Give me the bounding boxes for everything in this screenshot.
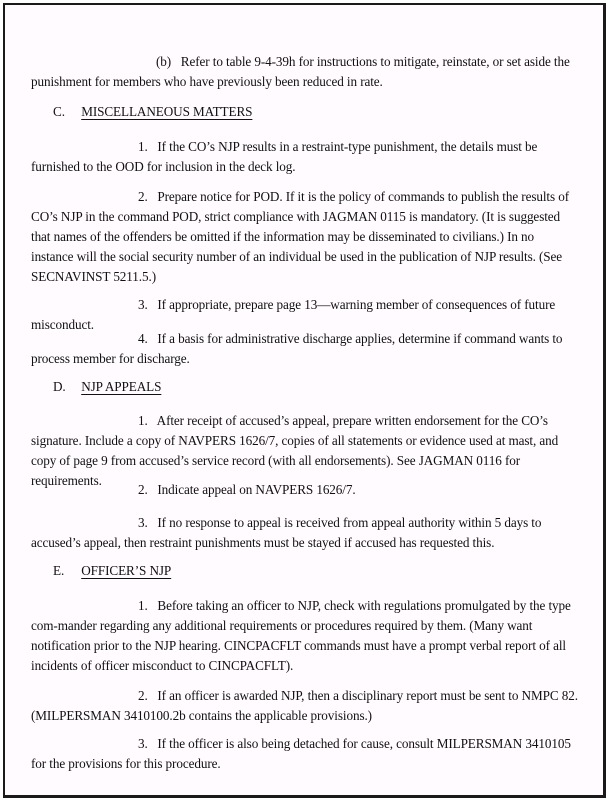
paragraph-c3: 3. If appropriate, prepare page 13—warning member of consequences of future misconduct. [31, 297, 556, 332]
section-heading-c [53, 102, 252, 122]
paragraph-b-reduced-in-rate: (b) Refer to table 9-4-39h for instructions to mitigate, reinstate, or set aside the punishment for members who have previously been reduced in rate. [31, 54, 570, 89]
section-label: E. [53, 563, 65, 578]
paragraph-d2: 2. Indicate appeal on NAVPERS 1626/7. [138, 482, 356, 497]
section-label: C. [53, 104, 65, 119]
paragraph-c1: 1. If the CO’s NJP results in a restraint-type punishment, the details must be furnished to the OOD for inclusion in the deck log. [31, 139, 538, 174]
section-label: D. [53, 379, 66, 394]
section-title: NJP APPEALS [81, 379, 162, 394]
paragraph-e3: 3. If the officer is also being detached for cause, consult MILPERSMAN 3410105 for the provisions for this procedure. [31, 736, 571, 771]
paragraph-e2: 2. If an officer is awarded NJP, then a disciplinary report must be sent to NMPC 82. (MILPERSMAN 3410100.2b contains the applicable provisions.) [31, 688, 578, 723]
paragraph-d3: 3. If no response to appeal is received from appeal authority within 5 days to accused’s appeal, then restraint punishments must be stayed if accused has requested this. [31, 515, 542, 550]
paragraph-c2: 2. Prepare notice for POD. If it is the policy of commands to publish the results of CO’s NJP in the command POD, strict compliance with JAGMAN 0115 is mandatory. (It is suggested that names of the offenders be omitted if the information may be disseminated to civilians.) In no instance will the social security number of an individual be used in the publication of NJP results. (See SECNAVINST 5211.5.) [31, 189, 570, 284]
section-title: MISCELLANEOUS MATTERS [81, 104, 253, 119]
section-title: OFFICER’S NJP [81, 563, 172, 578]
document-page [3, 3, 606, 798]
paragraph-d1: 1. After receipt of accused’s appeal, prepare written endorsement for the CO’s signature. Include a copy of NAVPERS 1626/7, copies of all statements or evidence used at mast, and copy of page 9 from accused’s service record (with all endorsements). See JAGMAN 0116 for requirements. [31, 413, 559, 488]
paragraph-e1: 1. Before taking an officer to NJP, check with regulations promulgated by the type com-mander regarding any additional requirements or procedures required by them. (Many want notification prior to the NJP hearing. CINCPACFLT commands must have a prompt verbal report of all incidents of officer misconduct to CINCPACFLT). [31, 598, 571, 673]
section-heading-e [53, 561, 171, 581]
paragraph-c4: 4. If a basis for administrative discharge applies, determine if command wants to process member for discharge. [31, 331, 563, 366]
section-heading-d [53, 377, 161, 397]
